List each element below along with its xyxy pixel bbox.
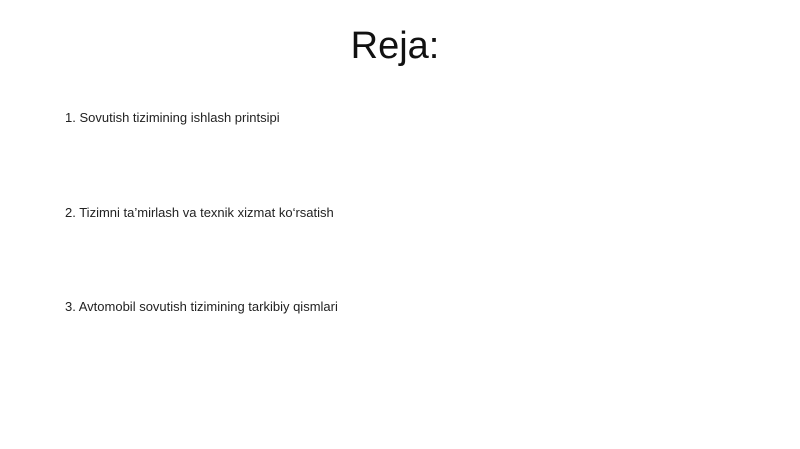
plan-item-3: 3. Avtomobil sovutish tizimining tarkibiy qismlari [65, 299, 338, 314]
slide-title: Reja: [350, 25, 440, 67]
plan-item-1: 1. Sovutish tizimining ishlash printsipi [65, 110, 280, 125]
plan-item-2: 2. Tizimni ta’mirlash va texnik xizmat ko‘rsatish [65, 205, 334, 220]
